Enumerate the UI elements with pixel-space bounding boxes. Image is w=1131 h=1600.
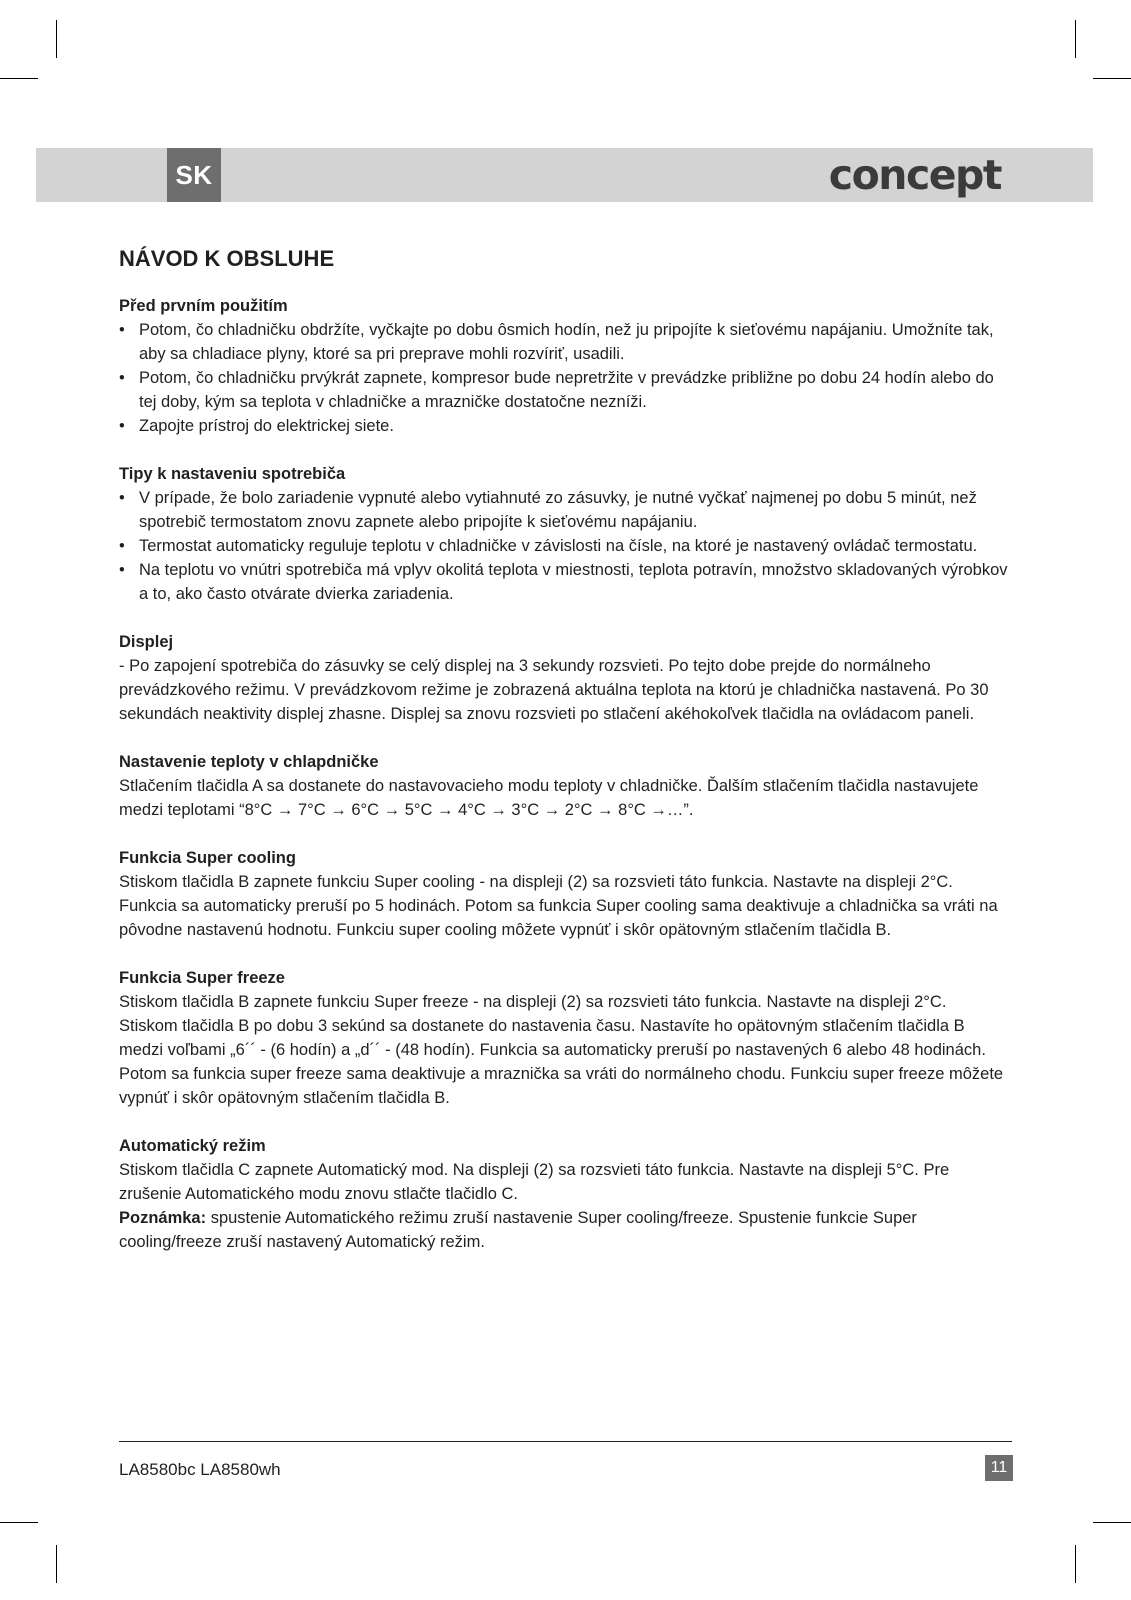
crop-mark — [1093, 1522, 1131, 1523]
section-super-freeze — [119, 966, 1009, 1110]
crop-mark — [1075, 1545, 1076, 1583]
crop-mark — [0, 78, 38, 79]
note-label: Poznámka: — [119, 1209, 207, 1227]
section-title: Funkcia Super freeze — [119, 969, 285, 987]
bullet-list — [119, 486, 1009, 606]
section-text: - Po zapojení spotrebiča do zásuvky se celý displej na 3 sekundy rozsvieti. Po tejto dobe prejde do normálneho prevádzkového režimu. V prevádzkovom režime je zobrazená aktuálna teplota na ktorú je chladnička nastavená. Po 30 sekundách neaktivity displej zhasne. Displej sa znovu rozsvieti po stlačení akéhokoľvek tlačidla na ovládacom paneli. — [119, 657, 989, 723]
list-item: • Potom, čo chladničku prvýkrát zapnete, kompresor bude nepretržite v prevádzke približne po dobu 24 hodín alebo do tej doby, kým sa teplota v chladničke a mrazničke dostatočne nezníži. — [119, 366, 1009, 414]
page-number: 11 — [985, 1455, 1013, 1481]
bullet-list — [119, 318, 1009, 438]
list-item: • V prípade, že bolo zariadenie vypnuté alebo vytiahnuté zo zásuvky, je nutné vyčkať najmenej po dobu 5 minút, než spotrebič termostatom znovu zapnete alebo pripojíte k sieťovému napájaniu. — [119, 486, 1009, 534]
section-text: Stiskom tlačidla B zapnete funkciu Super cooling - na displeji (2) sa rozsvieti táto funkcia. Nastavte na displeji 2°C. Funkcia sa automaticky preruší po 5 hodinách. Potom sa funkcia Super cooling sama deaktivuje a chladnička sa vráti na pôvodne nastavenú hodnotu. Funkciu super cooling môžete vypnúť i skôr opätovným stlačením tlačidla B. — [119, 873, 998, 939]
section-title: Nastavenie teploty v chlapdničke — [119, 753, 379, 771]
crop-mark — [1093, 78, 1131, 79]
section-super-cooling — [119, 846, 1009, 942]
list-item: • Na teplotu vo vnútri spotrebiča má vplyv okolitá teplota v miestnosti, teplota potravín, množstvo skladovaných výrobkov a to, ako často otvárate dvierka zariadenia. — [119, 558, 1009, 606]
section-title: Funkcia Super cooling — [119, 849, 296, 867]
brand-logo: concept — [828, 151, 1001, 199]
page-title: NÁVOD K OBSLUHE — [119, 246, 335, 271]
list-item: • Zapojte prístroj do elektrickej siete. — [119, 414, 1009, 438]
footer-divider — [119, 1441, 1012, 1442]
section-temperature — [119, 750, 1009, 822]
language-badge: SK — [167, 148, 221, 202]
note-text: spustenie Automatického režimu zruší nastavenie Super cooling/freeze. Spustenie funkcie Super cooling/freeze zruší nastavený Automatický režim. — [119, 1209, 917, 1251]
section-title: Automatický režim — [119, 1137, 266, 1155]
crop-mark — [0, 1522, 38, 1523]
model-numbers: LA8580bc LA8580wh — [119, 1460, 281, 1479]
list-item: • Termostat automaticky reguluje teplotu v chladničke v závislosti na čísle, na ktoré je nastavený ovládač termostatu. — [119, 534, 1009, 558]
crop-mark — [56, 1545, 57, 1583]
section-tips — [119, 462, 1009, 606]
section-text: Stiskom tlačidla C zapnete Automatický mod. Na displeji (2) sa rozsvieti táto funkcia. Nastavte na displeji 5°C. Pre zrušenie Automatického modu znovu stlačte tlačidlo C. — [119, 1161, 950, 1203]
section-title: Před prvním použitím — [119, 297, 288, 315]
section-display — [119, 630, 1009, 726]
section-text: Stlačením tlačidla A sa dostanete do nastavovacieho modu teploty v chladničke. Ďalším stlačením tlačidla nastavujete medzi teplotami “8°C → 7°C → 6°C → 5°C → 4°C → 3°C → 2°C → 8°C →…”. — [119, 777, 979, 819]
manual-content — [119, 240, 1009, 1278]
section-title: Displej — [119, 633, 174, 651]
list-item: • Potom, čo chladničku obdržíte, vyčkajte po dobu ôsmich hodín, než ju pripojíte k sieťovému napájaniu. Umožníte tak, aby sa chladiace plyny, ktoré sa pri preprave mohli rozvíriť, usadili. — [119, 318, 1009, 366]
section-text: Stiskom tlačidla B zapnete funkciu Super freeze - na displeji (2) sa rozsvieti táto funkcia. Nastavte na displeji 2°C. Stiskom tlačidla B po dobu 3 sekúnd sa dostanete do nastavenia času. Nastavíte ho opätovným stlačením tlačidla B medzi voľbami „6´´ - (6 hodín) a „d´´ - (48 hodín). Funkcia sa automaticky preruší po nastavených 6 alebo 48 hodinách. Potom sa funkcia super freeze sama deaktivuje a mraznička sa vráti do normálneho chodu. Funkciu super freeze môžete vypnúť i skôr opätovným stlačením tlačidla B. — [119, 993, 1004, 1107]
note — [119, 1206, 1009, 1254]
section-title: Tipy k nastaveniu spotrebiča — [119, 465, 346, 483]
section-auto-mode — [119, 1134, 1009, 1254]
section-before-first-use — [119, 294, 1009, 438]
crop-mark — [56, 20, 57, 58]
crop-mark — [1075, 20, 1076, 58]
